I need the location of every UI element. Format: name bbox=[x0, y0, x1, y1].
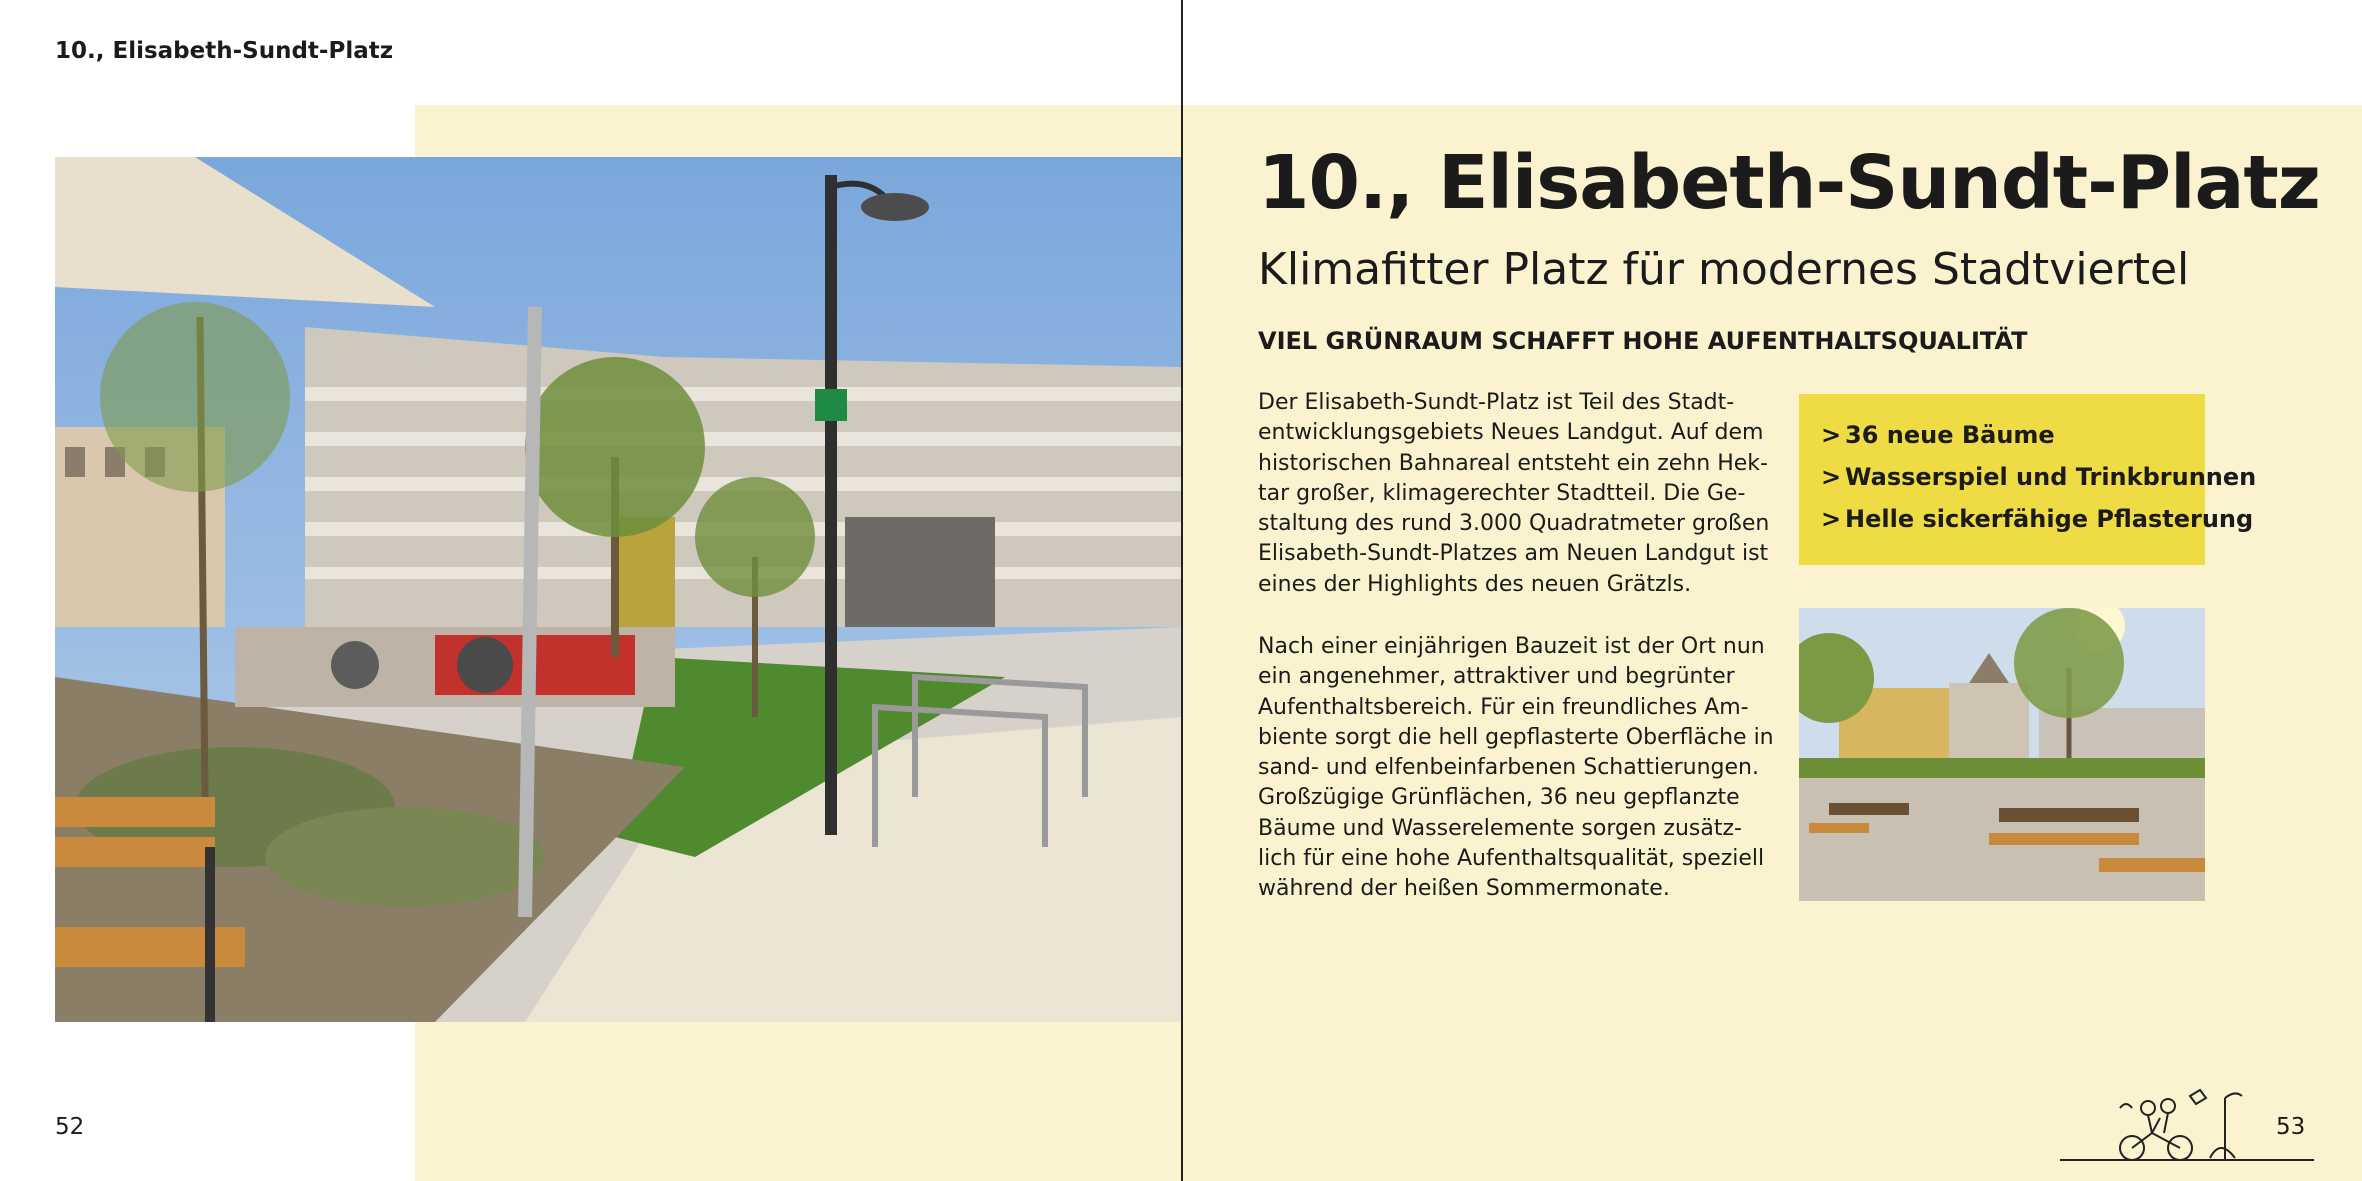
text-line: Bäume und Wasserelemente sorgen zusätz- bbox=[1258, 815, 1742, 841]
fact-text: Wasserspiel und Trinkbrunnen bbox=[1845, 463, 2257, 491]
section-heading: VIEL GRÜNRAUM SCHAFFT HOHE AUFENTHALTSQUALITÄT bbox=[1258, 327, 2028, 355]
text-line: historischen Bahnareal entsteht ein zehn Hek- bbox=[1258, 450, 1768, 476]
page-number-right: 53 bbox=[2276, 1114, 2306, 1140]
text-line: Der Elisabeth-Sundt-Platz ist Teil des Stadt- bbox=[1258, 390, 1735, 415]
body-paragraph-1 bbox=[1258, 388, 1778, 600]
page-title: 10., Elisabeth-Sundt-Platz bbox=[1258, 140, 2320, 226]
fact-item bbox=[1821, 498, 2254, 540]
fact-item bbox=[1821, 456, 2257, 498]
facts-box bbox=[1799, 394, 2257, 565]
text-line: sand- und elfenbeinfarbenen Schattierungen. bbox=[1258, 755, 1759, 781]
text-line: Elisabeth-Sundt-Platzes am Neuen Landgut ist bbox=[1258, 541, 1769, 567]
text-line: tar großer, klimagerechter Stadtteil. Die Ge- bbox=[1258, 480, 1746, 506]
text-line: Großzügige Grünflächen, 36 neu gepflanzte bbox=[1258, 785, 1740, 811]
text-line: Aufenthaltsbereich. Für ein freundliches Am- bbox=[1258, 694, 1749, 720]
text-line: während der heißen Sommermonate. bbox=[1258, 876, 1670, 902]
page-gutter-line bbox=[1181, 0, 1183, 1181]
text-line: entwicklungsgebiets Neues Landgut. Auf dem bbox=[1258, 420, 1764, 446]
fact-text: Helle sickerfähige Pflasterung bbox=[1845, 505, 2254, 533]
text-line: eines der Highlights des neuen Grätzls. bbox=[1258, 571, 1692, 597]
facts-list bbox=[1799, 394, 2257, 540]
body-paragraph-2 bbox=[1258, 632, 1778, 905]
text-line: Nach einer einjährigen Bauzeit ist der Ort nun bbox=[1258, 634, 1765, 659]
chevron-right-icon: > bbox=[1821, 505, 1842, 533]
page-number-left: 52 bbox=[55, 1114, 85, 1140]
text-line: lich für eine hohe Aufenthaltsqualität, speziell bbox=[1258, 846, 1765, 872]
text-line: ein angenehmer, attraktiver und begrünter bbox=[1258, 664, 1735, 690]
text-line: staltung des rund 3.000 Quadratmeter großen bbox=[1258, 511, 1770, 537]
fact-text: 36 neue Bäume bbox=[1845, 421, 2055, 449]
text-line: biente sorgt die hell gepflasterte Oberfläche in bbox=[1258, 724, 1774, 750]
main-photo bbox=[55, 157, 1181, 1022]
page-subtitle: Klimafitter Platz für modernes Stadtviertel bbox=[1258, 244, 2190, 295]
chevron-right-icon: > bbox=[1821, 463, 1842, 491]
secondary-photo bbox=[1799, 608, 2205, 901]
running-head: 10., Elisabeth-Sundt-Platz bbox=[55, 38, 394, 64]
chevron-right-icon: > bbox=[1821, 421, 1842, 449]
fact-item bbox=[1821, 414, 2205, 456]
